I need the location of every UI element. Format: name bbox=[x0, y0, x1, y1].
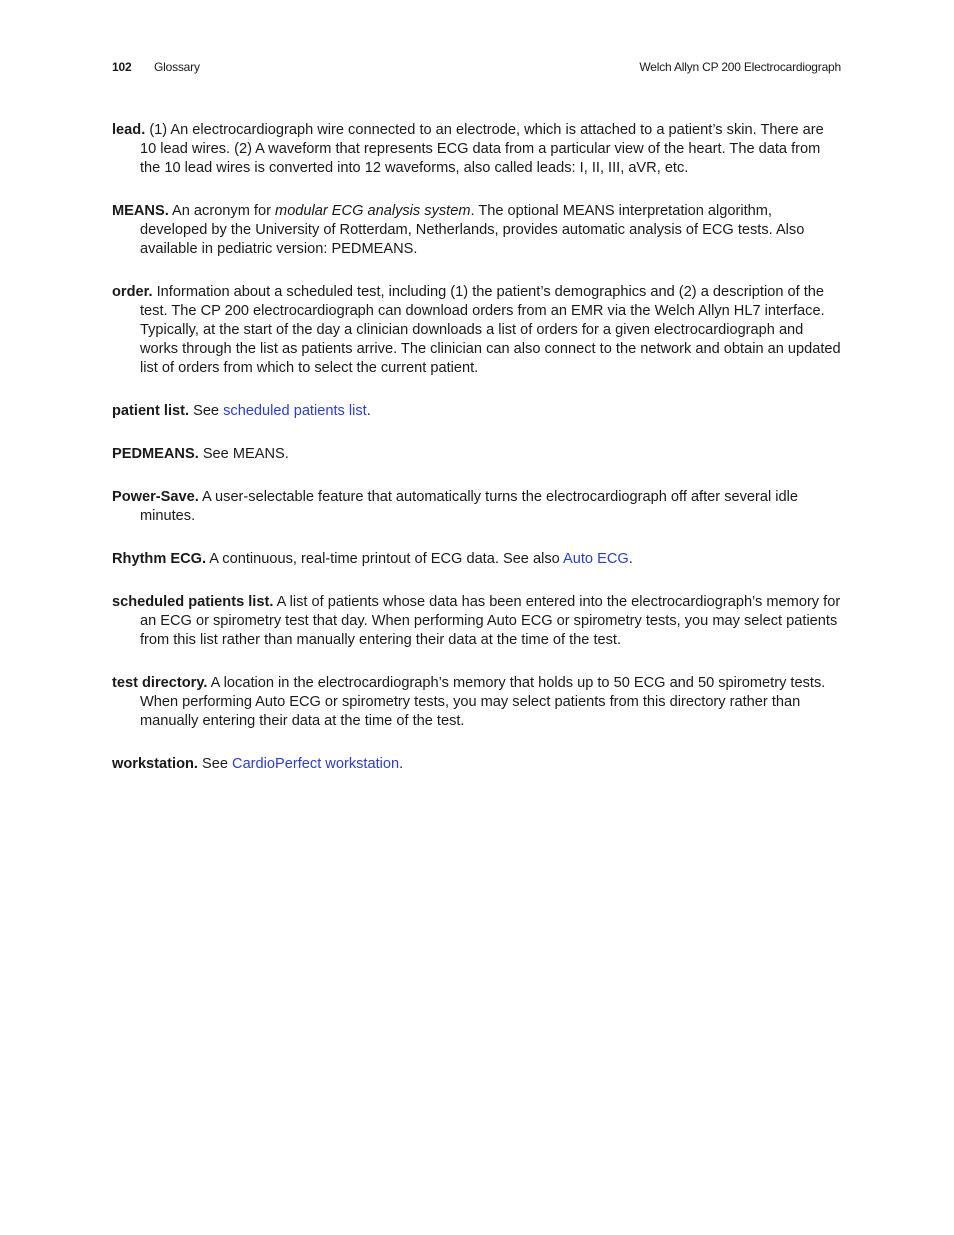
glossary-term: PEDMEANS. bbox=[112, 446, 199, 462]
glossary-definition: A user-selectable feature that automatically turns the electrocardiograph off after several idle minutes. bbox=[140, 489, 799, 524]
glossary-term: test directory. bbox=[112, 675, 208, 691]
glossary-term: patient list. bbox=[112, 403, 190, 419]
glossary-definition: . The optional MEANS interpretation algorithm, developed by the University of Rotterdam, Netherlands, provides automatic analysis of ECG tests. Also available in pediatric version: PEDMEANS. bbox=[140, 203, 805, 257]
glossary-definition: See bbox=[197, 756, 233, 772]
glossary-entry-lead bbox=[112, 121, 841, 178]
glossary-definition: See MEANS. bbox=[198, 446, 289, 462]
glossary-term: order. bbox=[112, 284, 153, 300]
glossary-definition: . bbox=[399, 756, 404, 772]
glossary-term: Power-Save. bbox=[112, 489, 199, 505]
document-title: Welch Allyn CP 200 Electrocardiograph bbox=[639, 60, 841, 74]
glossary-definition: A location in the electrocardiograph’s memory that holds up to 50 ECG and 50 spirometry tests. When performing Auto ECG or spirometry tests, you may select patients from this directory rather than manually entering their data at the time of the test. bbox=[140, 675, 826, 729]
glossary-entry-means bbox=[112, 202, 841, 259]
glossary-term: scheduled patients list. bbox=[112, 594, 274, 610]
link-auto-ecg[interactable]: Auto ECG bbox=[563, 551, 629, 567]
glossary-term: lead. bbox=[112, 122, 146, 138]
glossary-entry-power-save bbox=[112, 488, 841, 526]
glossary-definition: Information about a scheduled test, including (1) the patient’s demographics and (2) a description of the test. The CP 200 electrocardiograph can download orders from an EMR via the Welch Allyn HL7 interface. Typically, at the start of the day a clinician downloads a list of orders for a given electrocardiograph and works through the list as patients arrive. The clinician can also connect to the network and obtain an updated list of orders from which to select the current patient. bbox=[140, 284, 841, 376]
glossary-entry-pedmeans bbox=[112, 445, 841, 464]
glossary-entry-patient-list bbox=[112, 402, 841, 421]
page-number: 102 bbox=[112, 60, 132, 74]
glossary-term: Rhythm ECG. bbox=[112, 551, 207, 567]
section-title: Glossary bbox=[154, 60, 200, 74]
glossary-term: MEANS. bbox=[112, 203, 169, 219]
glossary-term: workstation. bbox=[112, 756, 198, 772]
glossary-definition: A continuous, real-time printout of ECG data. See also bbox=[206, 551, 564, 567]
glossary-entry-test-directory bbox=[112, 674, 841, 731]
glossary-entry-rhythm-ecg bbox=[112, 550, 841, 569]
glossary-definition: See bbox=[189, 403, 224, 419]
glossary-definition: . bbox=[366, 403, 371, 419]
glossary-entry-order bbox=[112, 283, 841, 378]
glossary-definition: A list of patients whose data has been entered into the electrocardiograph’s memory for an ECG or spirometry test that day. When performing Auto ECG or spirometry tests, you may select patients from this list rather than manually entering their data at the time of the test. bbox=[140, 594, 841, 648]
link-cardioperfect-workstation[interactable]: CardioPerfect workstation bbox=[232, 756, 400, 772]
link-scheduled-patients-list[interactable]: scheduled patients list bbox=[223, 403, 367, 419]
glossary-definition: . bbox=[628, 551, 633, 567]
glossary-definition: (1) An electrocardiograph wire connected to an electrode, which is attached to a patient’s skin. There are 10 lead wires. (2) A waveform that represents ECG data from a particular view of the heart. The data from the 10 lead wires is converted into 12 waveforms, also called leads: I, II, III, aVR, etc. bbox=[140, 122, 824, 176]
page-header bbox=[112, 60, 841, 76]
glossary-entry-workstation bbox=[112, 755, 841, 774]
glossary-entry-scheduled-patients-list bbox=[112, 593, 841, 650]
glossary-definition: An acronym for bbox=[168, 203, 276, 219]
glossary-definition-emphasis: modular ECG analysis system bbox=[275, 203, 471, 219]
glossary-entries bbox=[112, 121, 841, 798]
